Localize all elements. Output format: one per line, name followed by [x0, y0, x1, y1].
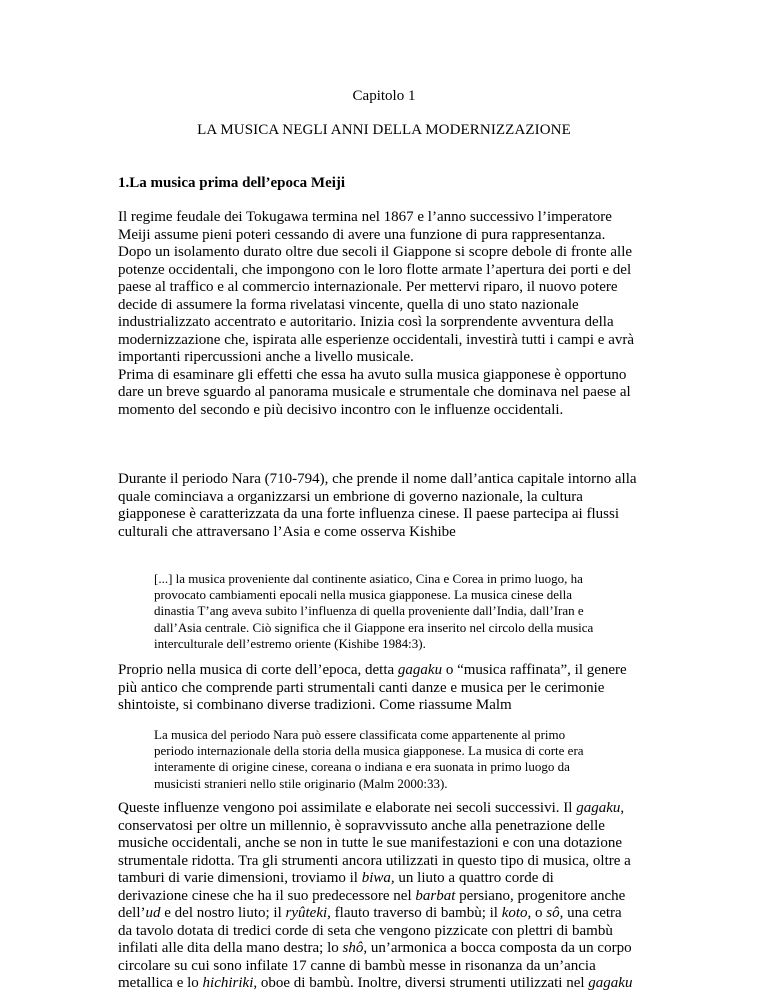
- text-line: industrializzato accentrato e autoritario. Inizia così la sorprendente avventura della: [118, 314, 614, 330]
- text-line: provocato cambiamenti epocali nella musica giapponese. La musica cinese della: [154, 587, 572, 603]
- text-line: derivazione cinese che ha il suo predecessore nel barbat persiano, progenitore anche: [118, 887, 626, 904]
- text-line: da tavolo dotata di tredici corde di seta che vengono pizzicate con plettri di bambù: [118, 922, 613, 939]
- text-line: momento del secondo e più decisivo incontro con le influenze occidentali.: [118, 401, 564, 418]
- italic-term: barbat: [415, 887, 456, 904]
- italic-term: ryûteki: [285, 905, 328, 921]
- text-line: dare un breve sguardo al panorama musicale e strumentale che dominava nel paese al: [118, 384, 631, 400]
- italic-term: koto: [501, 905, 528, 921]
- text-line: potenze occidentali, che impongono con le loro flotte armate l’apertura dei porti e del: [118, 261, 632, 278]
- text-line: strumentale ridotta. Tra gli strumenti ancora utilizzati in questo tipo di musica, oltre a: [118, 852, 631, 869]
- text-line: culturali che attraversano l’Asia e come osserva Kishibe: [118, 523, 456, 540]
- text-line: Il regime feudale dei Tokugawa termina nel 1867 e l’anno successivo l’imperatore: [118, 209, 612, 225]
- italic-term: gagaku: [588, 975, 633, 991]
- text-line: La musica del periodo Nara può essere classificata come appartenente al primo: [154, 727, 566, 742]
- chapter-number: Capitolo 1: [352, 88, 416, 104]
- text-line: importanti ripercussioni anche a livello musicale.: [118, 349, 414, 365]
- text-line: metallica e lo hichiriki, oboe di bambù. Inoltre, diversi strumenti utilizzati nel gagaku: [118, 975, 633, 991]
- text-line: paese al traffico e al commercio internazionale. Per mettervi riparo, il nuovo potere: [118, 279, 618, 295]
- text-line: interculturale dell’estremo oriente (Kishibe 1984:3).: [154, 635, 426, 651]
- text-line: tamburi di varie dimensioni, troviamo il biwa, un liuto a quattro corde di: [118, 870, 554, 886]
- text-line: Proprio nella musica di corte dell’epoca, detta gagaku o “musica raffinata”, il genere: [118, 662, 627, 678]
- chapter-title: LA MUSICA NEGLI ANNI DELLA MODERNIZZAZIONE: [197, 122, 571, 138]
- text-line: periodo internazionale della storia della musica giapponese. La musica di corte era: [154, 743, 584, 759]
- quote-kishibe: [154, 571, 654, 652]
- text-line: circolare su cui sono infilate 17 canne di bambù messe in risonanza da un’ancia: [118, 957, 596, 974]
- text-line: giapponese è caratterizzata da una forte influenza cinese. Il paese partecipa ai flussi: [118, 506, 619, 522]
- text-line: interamente di origine cinese, coreana o indiana e era suonata in primo luogo da: [154, 759, 570, 775]
- text-line: shintoiste, si combinano diverse tradizioni. Come riassume Malm: [118, 697, 512, 713]
- text-line: musicisti stranieri nello stile originario (Malm 2000:33).: [154, 775, 448, 791]
- text-line: Meiji assume pieni poteri cessando di avere una funzione di pura rappresentanza.: [118, 226, 606, 243]
- text-line: decide di assumere la forma rivelatasi vincente, quella di uno stato nazionale: [118, 296, 579, 313]
- text-line: quale cominciava a organizzarsi un embrione di governo nazionale, la cultura: [118, 488, 583, 505]
- text-line: più antico che comprende parti strumentali canti danze e musica per le cerimonie: [118, 679, 605, 696]
- text-line: conservatosi per oltre un millennio, è sopravvissuto anche alla penetrazione delle: [118, 817, 605, 834]
- paragraph-tokugawa: [118, 209, 658, 419]
- paragraph-instruments: [118, 800, 658, 993]
- text-line: Durante il periodo Nara (710-794), che prende il nome dall’antica capitale intorno alla: [118, 471, 637, 487]
- text-line: Dopo un isolamento durato oltre due secoli il Giappone si scopre debole di fronte alle: [118, 244, 633, 260]
- text-line: infilati alle dita della mano destra; lo shô, un’armonica a bocca composta da un corpo: [118, 940, 632, 956]
- text-line: dall’Asia centrale. Ciò significa che il Giappone era inserito nel circolo della musica: [154, 619, 594, 635]
- italic-term: ud: [145, 905, 161, 921]
- italic-term: gagaku: [576, 800, 621, 816]
- text-line: [...] la musica proveniente dal continente asiatico, Cina e Corea in primo luogo, ha: [154, 571, 583, 586]
- section-heading: 1.La musica prima dell’epoca Meiji: [118, 175, 346, 191]
- quote-malm: [154, 727, 654, 792]
- text-line: dinastia T’ang aveva subito l’influenza di quella proveniente dall’India, dall’Iran e: [154, 603, 584, 619]
- text-line: musiche occidentali, anche se non in tutte le sue manifestazioni e con una dotazione: [118, 835, 622, 851]
- italic-term: sô: [546, 905, 560, 921]
- italic-term: gagaku: [397, 662, 443, 678]
- text-line: Queste influenze vengono poi assimilate e elaborate nei secoli successivi. Il gagaku,: [118, 800, 625, 816]
- italic-term: biwa,: [361, 870, 395, 886]
- italic-term: shô: [342, 940, 364, 956]
- paragraph-nara-period: [118, 471, 658, 541]
- italic-term: hichiriki: [202, 975, 254, 991]
- text-line: Prima di esaminare gli effetti che essa ha avuto sulla musica giapponese è opportuno: [118, 366, 627, 383]
- paragraph-gagaku: [118, 662, 658, 715]
- text-line: modernizzazione che, ispirata alle esperienze occidentali, investirà tutti i campi e avrà: [118, 331, 635, 348]
- text-line: dell’ud e del nostro liuto; il ryûteki, flauto traverso di bambù; il koto, o sô, una cetra: [118, 905, 622, 921]
